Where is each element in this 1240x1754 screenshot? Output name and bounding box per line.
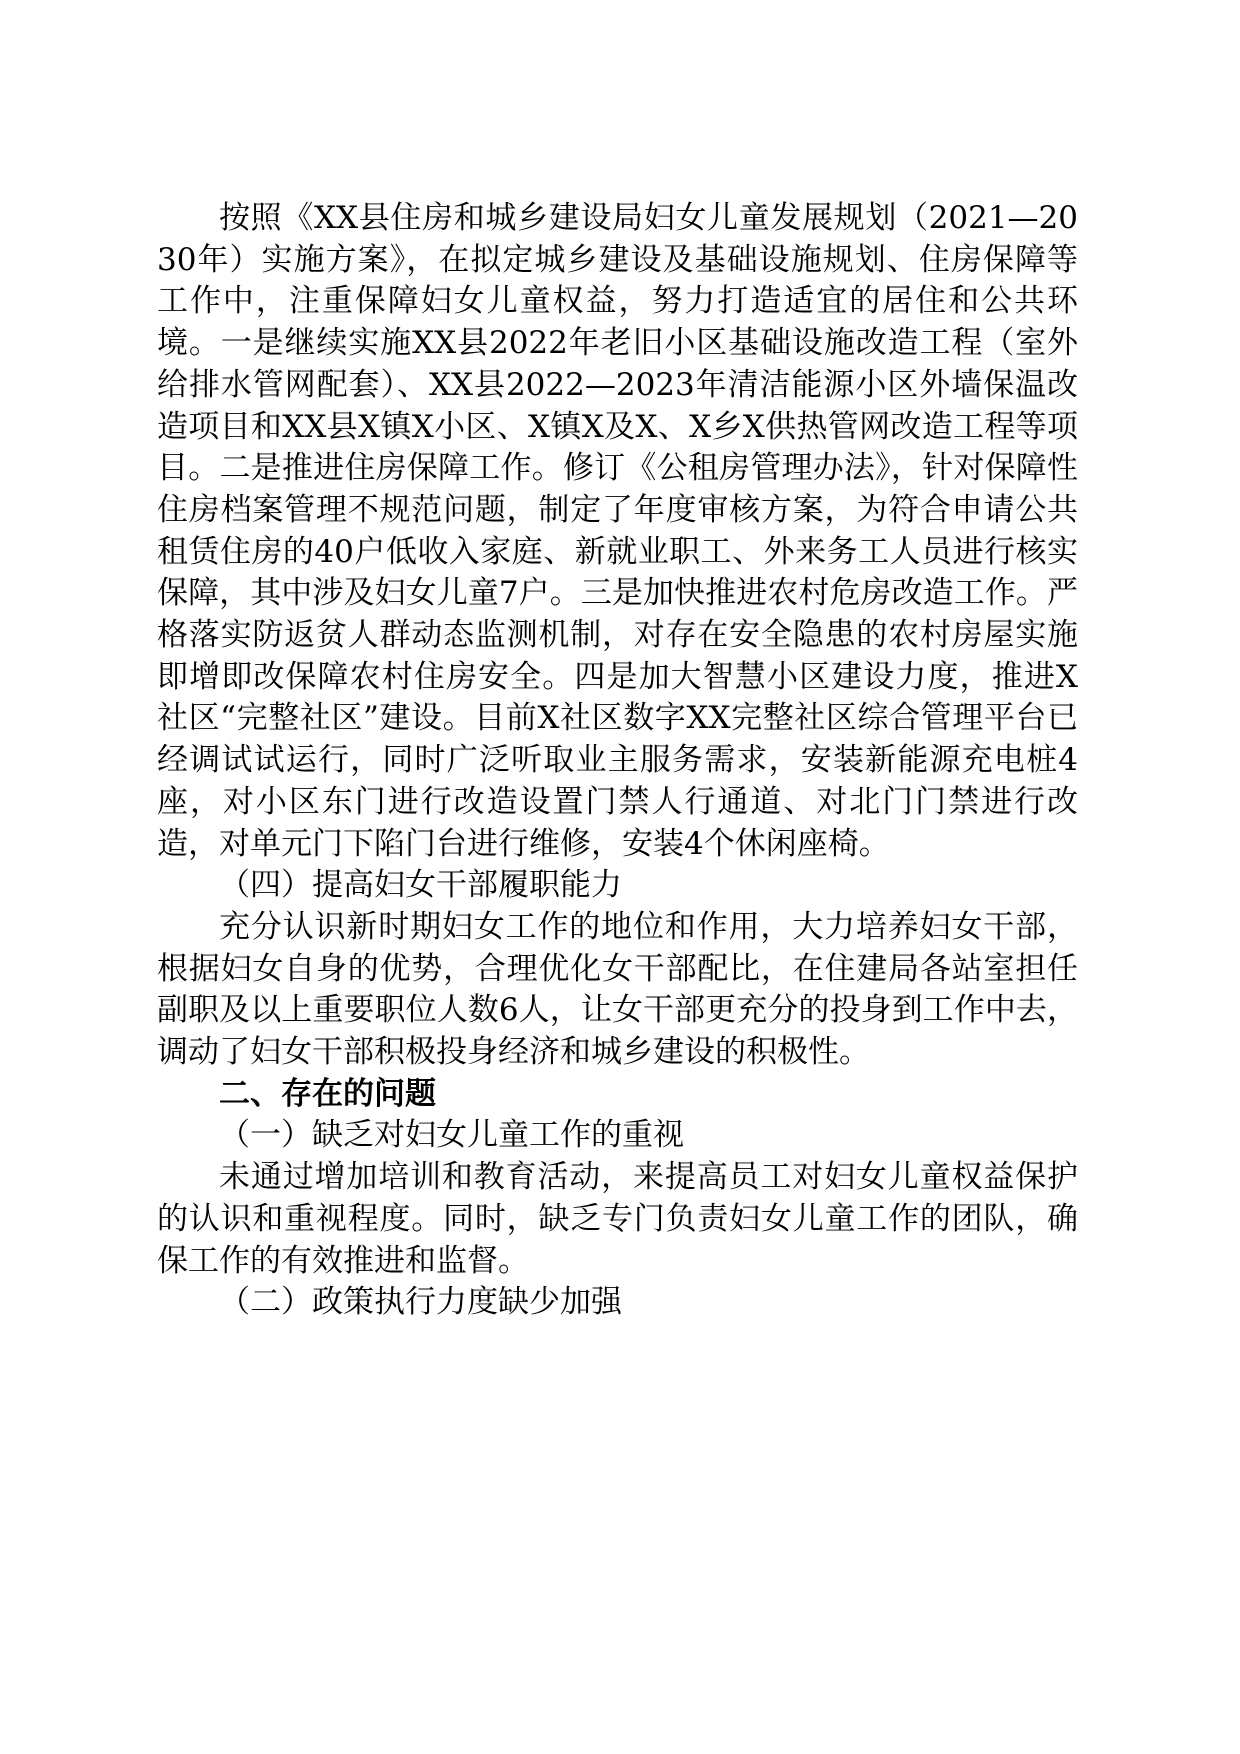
subheading-policy-execution: （二）政策执行力度缺少加强 xyxy=(219,1284,622,1321)
section-heading-problems: 二、存在的问题 xyxy=(219,1075,436,1112)
paragraph-lack-of-attention: 未通过增加培训和教育活动，来提高员工对妇女儿童权益保护的认识和重视程度。同时，缺乏专门负责妇女儿童工作的团队，确保工作的有效推进和监督。 xyxy=(157,1159,1078,1279)
document-page xyxy=(157,198,1078,1324)
subheading-women-cadres: （四）提高妇女干部履职能力 xyxy=(219,867,622,904)
paragraph-women-cadres: 充分认识新时期妇女工作的地位和作用，大力培养妇女干部，根据妇女自身的优势，合理优化女干部配比，在住建局各站室担任副职及以上重要职位人数6人，让女干部更充分的投身到工作中去，调动了妇女干部积极投身经济和城乡建设的积极性。 xyxy=(157,908,1078,1071)
paragraph-housing-protection: 按照《XX县住房和城乡建设局妇女儿童发展规划（2021—2030年）实施方案》，在拟定城乡建设及基础设施规划、住房保障等工作中，注重保障妇女儿童权益，努力打造适宜的居住和公共环境。一是继续实施XX县2022年老旧小区基础设施改造工程（室外给排水管网配套）、XX县2022—2023年清洁能源小区外墙保温改造项目和XX县X镇X小区、X镇X及X、X乡X供热管网改造工程等项目。二是推进住房保障工作。修订《公租房管理办法》，针对保障性住房档案管理不规范问题，制定了年度审核方案，为符合申请公共租赁住房的40户低收入家庭、新就业职工、外来务工人员进行核实保障，其中涉及妇女儿童7户。三是加快推进农村危房改造工作。严格落实防返贫人群动态监测机制，对存在安全隐患的农村房屋实施即增即改保障农村住房安全。四是加大智慧小区建设力度，推进X社区“完整社区”建设。目前X社区数字XX完整社区综合管理平台已经调试试运行，同时广泛听取业主服务需求，安装新能源充电桩4座，对小区东门进行改造设置门禁人行通道、对北门门禁进行改造，对单元门下陷门台进行维修，安装4个休闲座椅。 xyxy=(157,200,1078,862)
subheading-lack-of-attention: （一）缺乏对妇女儿童工作的重视 xyxy=(219,1117,684,1154)
